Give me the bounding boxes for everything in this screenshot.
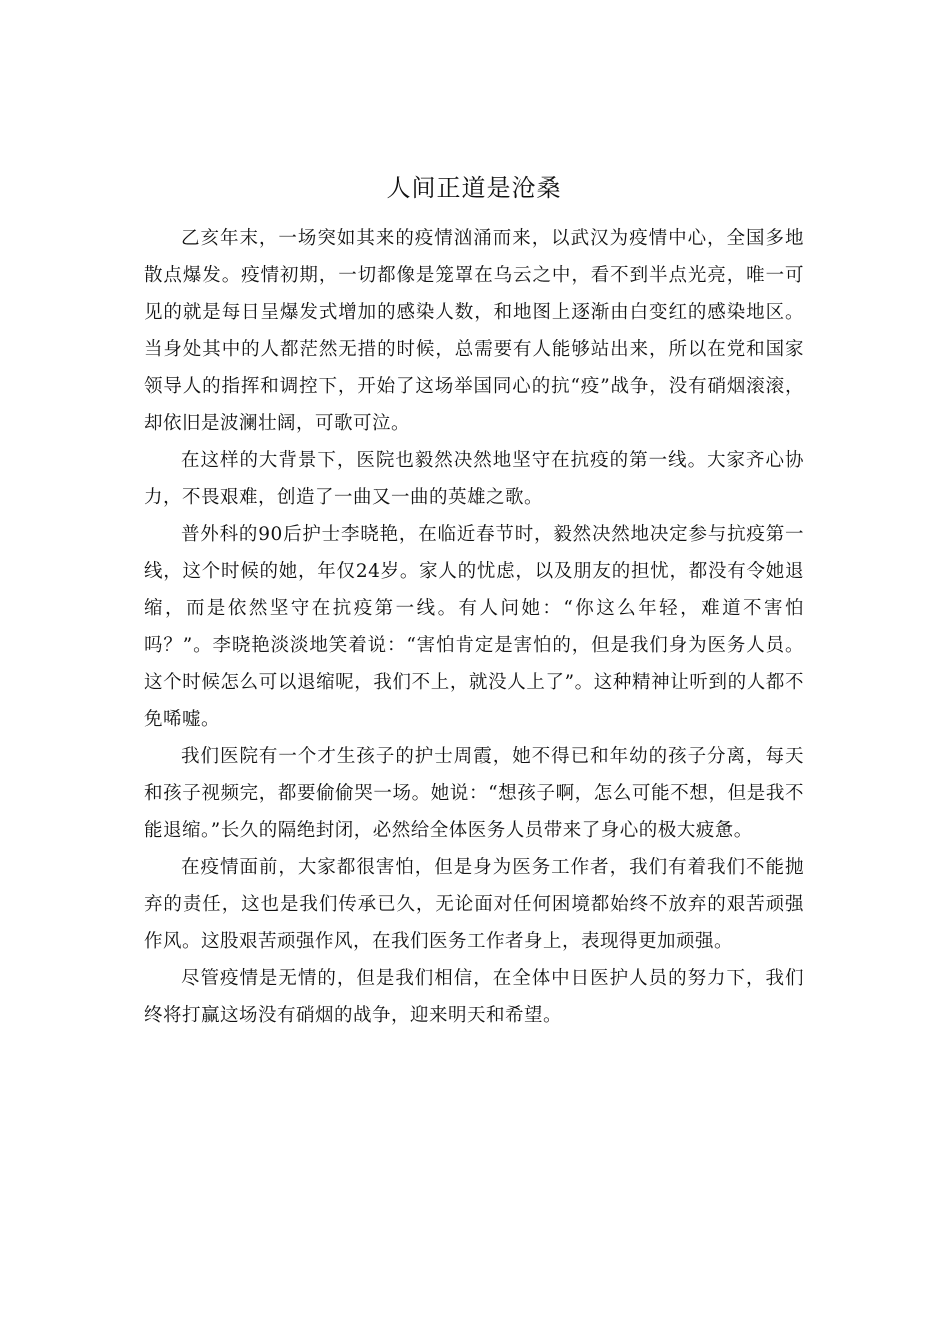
paragraph-4: 我们医院有一个才生孩子的护士周霞，她不得已和年幼的孩子分离，每天和孩子视频完，都要偷偷哭一场。她说：“想孩子啊，怎么可能不想，但是我不能退缩。”长久的隔绝封闭，必然给全体医务人员带来了身心的极大疲惫。 (144, 746, 804, 841)
paragraph-3: 普外科的90后护士李晓艳，在临近春节时，毅然决然地决定参与抗疫第一线，这个时候的她，年仅24岁。家人的忧虑，以及朋友的担忧，都没有令她退缩，而是依然坚守在抗疫第一线。有人问她：“你这么年轻，难道不害怕吗？”。李晓艳淡淡地笑着说：“害怕肯定是害怕的，但是我们身为医务人员。这个时候怎么可以退缩呢，我们不上，就没人上了”。这种精神让听到的人都不免唏嘘。 (144, 524, 804, 730)
document-title: 人间正道是沧桑 (386, 174, 562, 202)
paragraph-5: 在疫情面前，大家都很害怕，但是身为医务工作者，我们有着我们不能抛弃的责任，这也是我们传承已久，无论面对任何困境都始终不放弃的艰苦顽强作风。这股艰苦顽强作风，在我们医务工作者身上，表现得更加顽强。 (144, 857, 804, 952)
paragraph-1: 乙亥年末，一场突如其来的疫情汹涌而来，以武汉为疫情中心，全国多地散点爆发。疫情初期，一切都像是笼罩在乌云之中，看不到半点光亮，唯一可见的就是每日呈爆发式增加的感染人数，和地图上逐渐由白变红的感染地区。当身处其中的人都茫然无措的时候，总需要有人能够站出来，所以在党和国家领导人的指挥和调控下，开始了这场举国同心的抗“疫”战争，没有硝烟滚滚，却依旧是波澜壮阔，可歌可泣。 (144, 228, 804, 434)
paragraph-6: 尽管疫情是无情的，但是我们相信，在全体中日医护人员的努力下，我们终将打赢这场没有硝烟的战争，迎来明天和希望。 (144, 968, 804, 1026)
document-body (144, 168, 804, 1034)
paragraph-2: 在这样的大背景下，医院也毅然决然地坚守在抗疫的第一线。大家齐心协力，不畏艰难，创造了一曲又一曲的英雄之歌。 (144, 450, 804, 508)
